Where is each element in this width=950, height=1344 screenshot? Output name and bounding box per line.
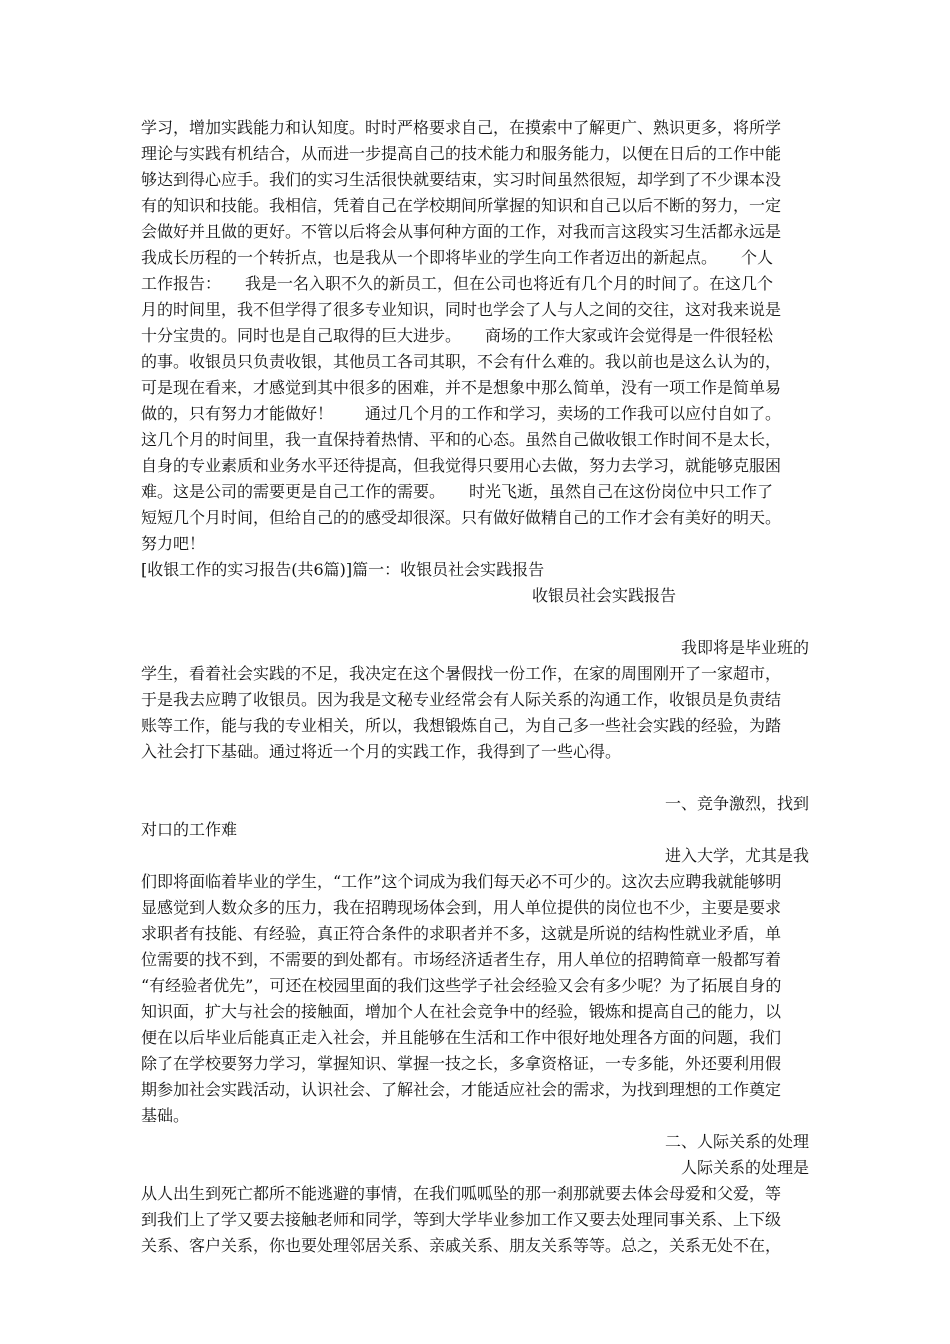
text-line: 我即将是毕业班的 (680, 638, 809, 657)
text-line: 们即将面临着毕业的学生，“工作”这个词成为我们每天必不可少的。这次去应聘我就能够明 (141, 872, 782, 891)
text-line: 难。这是公司的需要更是自己工作的需要。 时光飞逝，虽然自己在这份岗位中只工作了 (141, 482, 774, 501)
text-line: 做的，只有努力才能做好！ 通过几个月的工作和学习，卖场的工作我可以应付自如了。 (141, 404, 782, 423)
text-line: 短短几个月时间，但给自己的的感受却很深。只有做好做精自己的工作才会有美好的明天。 (141, 508, 782, 527)
text-line: “有经验者优先”，可还在校园里面的我们这些学子社会经验又会有多少呢？为了拓展自身的 (141, 976, 782, 995)
text-line: 我成长历程的一个转折点，也是我从一个即将毕业的学生向工作者迈出的新起点。 个人 (141, 248, 774, 267)
text-line: 于是我去应聘了收银员。因为我是文秘专业经常会有人际关系的沟通工作，收银员是负责结 (141, 690, 782, 709)
text-line: 便在以后毕业后能真正走入社会，并且能够在生活和工作中很好地处理各方面的问题，我们 (141, 1028, 782, 1047)
text-line: 除了在学校要努力学习，掌握知识、掌握一技之长，多拿资格证，一专多能，外还要利用假 (141, 1054, 782, 1073)
text-line: 工作报告： 我是一名入职不久的新员工，但在公司也将近有几个月的时间了。在这几个 (141, 274, 774, 293)
text-line: 月的时间里，我不但学得了很多专业知识，同时也学会了人与人之间的交往，这对我来说是 (141, 300, 782, 319)
text-line: 从人出生到死亡都所不能逃避的事情，在我们呱呱坠的那一刹那就要去体会母爱和父爱，等 (141, 1184, 782, 1203)
text-line: 关系、客户关系，你也要处理邻居关系、亲戚关系、朋友关系等等。总之，关系无处不在， (141, 1236, 782, 1255)
text-line: 知识面，扩大与社会的接触面，增加个人在社会竞争中的经验，锻炼和提高自己的能力，以 (141, 1002, 782, 1021)
report-title: 收银员社会实践报告 (532, 586, 677, 605)
text-line: 自身的专业素质和业务水平还待提高，但我觉得只要用心去做，努力去学习，就能够克服困 (141, 456, 782, 475)
text-line: 有的知识和技能。我相信，凭着自己在学校期间所掌握的知识和自己以后不断的努力，一定 (141, 196, 782, 215)
text-line: 账等工作，能与我的专业相关，所以，我想锻炼自己，为自己多一些社会实践的经验，为踏 (141, 716, 782, 735)
section-header: [收银工作的实习报告(共6篇)]篇一：收银员社会实践报告 (141, 560, 545, 579)
text-line: 学习，增加实践能力和认知度。时时严格要求自己，在摸索中了解更广、熟识更多，将所学 (141, 118, 782, 137)
text-line: 会做好并且做的更好。不管以后将会从事何种方面的工作，对我而言这段实习生活都永远是 (141, 222, 782, 241)
text-line: 努力吧！ (141, 534, 206, 553)
text-line: 理论与实践有机结合，从而进一步提高自己的技术能力和服务能力，以便在日后的工作中能 (141, 144, 782, 163)
text-line: 期参加社会实践活动，认识社会、了解社会，才能适应社会的需求，为找到理想的工作奠定 (141, 1080, 782, 1099)
subheading-1: 一、竞争激烈，找到 (664, 794, 809, 813)
text-line: 够达到得心应手。我们的实习生活很快就要结束，实习时间虽然很短，却学到了不少课本没 (141, 170, 782, 189)
text-line: 这几个月的时间里，我一直保持着热情、平和的心态。虽然自己做收银工作时间不是太长， (141, 430, 782, 449)
text-line: 进入大学，尤其是我 (664, 846, 809, 865)
text-line: 到我们上了学又要去接触老师和同学，等到大学毕业参加工作又要去处理同事关系、上下级 (141, 1210, 782, 1229)
text-line: 十分宝贵的。同时也是自己取得的巨大进步。 商场的工作大家或许会觉得是一件很轻松 (141, 326, 774, 345)
subheading-2: 二、人际关系的处理 (664, 1132, 809, 1151)
text-line: 求职者有技能、有经验，真正符合条件的求职者并不多，这就是所说的结构性就业矛盾，单 (141, 924, 782, 943)
text-line: 人际关系的处理是 (680, 1158, 809, 1177)
text-line: 可是现在看来，才感觉到其中很多的困难，并不是想象中那么简单，没有一项工作是简单易 (141, 378, 782, 397)
subheading-1-cont: 对口的工作难 (141, 820, 238, 839)
text-line: 基础。 (141, 1106, 190, 1125)
text-line: 显感觉到人数众多的压力，我在招聘现场体会到，用人单位提供的岗位也不少，主要是要求 (141, 898, 782, 917)
text-line: 位需要的找不到，不需要的到处都有。市场经济适者生存，用人单位的招聘简章一般都写着 (141, 950, 782, 969)
text-line: 学生，看着社会实践的不足，我决定在这个暑假找一份工作，在家的周围刚开了一家超市， (141, 664, 782, 683)
text-line: 入社会打下基础。通过将近一个月的实践工作，我得到了一些心得。 (141, 742, 622, 761)
text-line: 的事。收银员只负责收银，其他员工各司其职，不会有什么难的。我以前也是这么认为的， (141, 352, 782, 371)
